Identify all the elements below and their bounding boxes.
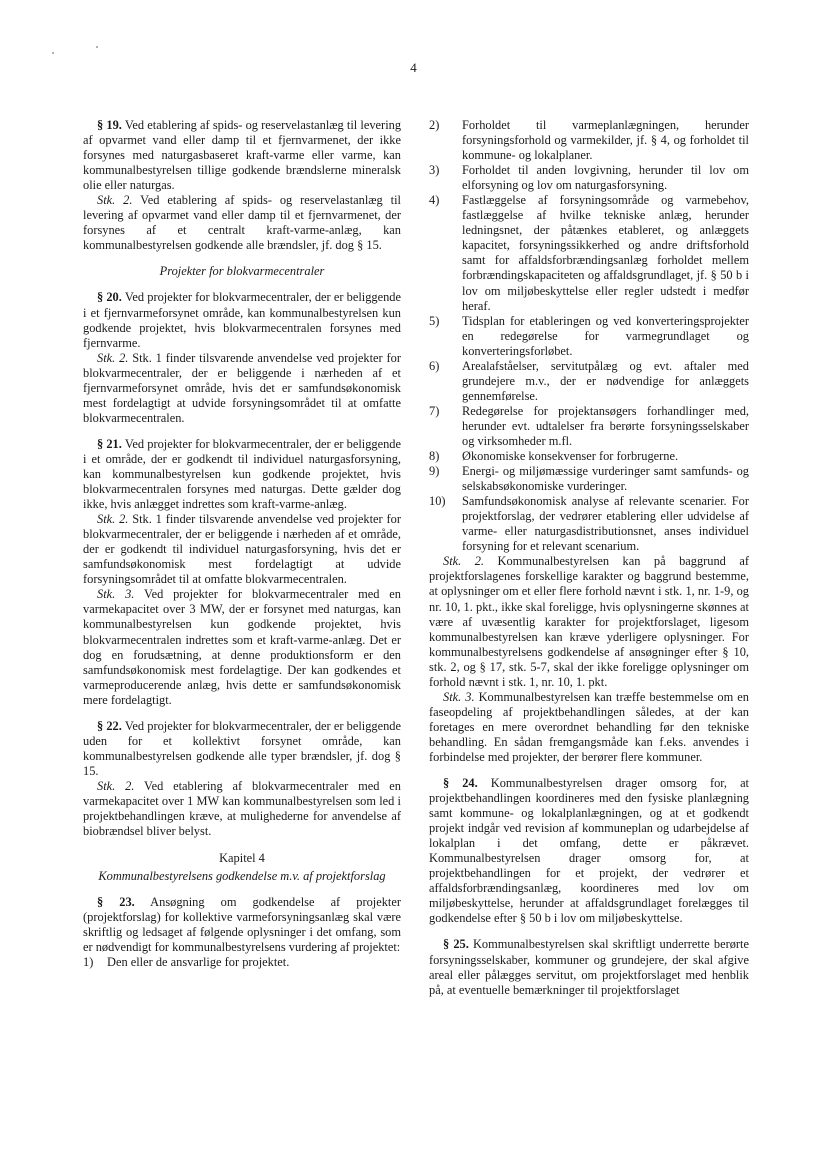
list-item bbox=[429, 464, 749, 494]
section-text: Ved projekter for blokvarmecentraler, der er beliggende i et område, der er godkendt til individuel naturgasforsyning, kan kommunalbestyrelsen kun godkende projektet, hvis blokvarmecentralen forsynes med naturgas. Dette gælder dog ikke, hvis anlægget indrettes som kraft-varme-anlæg. bbox=[83, 436, 401, 512]
list-item bbox=[429, 314, 749, 359]
list-item-number: 3) bbox=[429, 163, 440, 178]
section-20 bbox=[83, 290, 401, 350]
requirements-list-right bbox=[429, 118, 749, 554]
list-item-text: Økonomiske konsekvenser for forbrugerne. bbox=[462, 449, 679, 464]
stk-text: Stk. 1 finder tilsvarende anvendelse ved projekter for blokvarmecentraler, der er beliggende i nærheden af et fjernvarmeforsynet område, hvis det er samfundsøkonomisk mest fordelagtigt at udvide forsyningsområdet til at omfatte blokvarmecentralen. bbox=[83, 350, 401, 425]
list-item bbox=[429, 359, 749, 404]
list-item bbox=[429, 163, 749, 193]
list-item-text: Energi- og miljømæssige vurderinger samt samfunds- og selskabsøkonomiske vurderinger. bbox=[462, 464, 749, 494]
requirements-list-left bbox=[83, 955, 401, 970]
section-20-stk-2 bbox=[83, 351, 401, 426]
list-item-text: Forholdet til varmeplanlægningen, herunder forsyningsforhold og varmekilder, jf. § 4, og forholdet til kommune- og lokalplaner. bbox=[462, 118, 749, 163]
list-item-text: Redegørelse for projektansøgers forhandlinger med, herunder evt. udtalelser fra berørte forsyningsselskaber og virksomheder m.fl. bbox=[462, 403, 749, 448]
section-text: Ved projekter for blokvarmecentraler, der er beliggende i et fjernvarmeforsynet område, kan kommunalbestyrelsen kun godkende projektet, hvis blokvarmecentralen forsynes med fjernvarme. bbox=[83, 290, 401, 350]
section-23-stk-2 bbox=[429, 554, 749, 689]
section-number: § 19. bbox=[97, 118, 122, 132]
stk-text: Kommunalbestyrelsen kan på baggrund af projektforslagenes forskellige karakter og baggrund bestemme, at oplysninger om et eller flere forhold nævnt i stk. 1, nr. 1-9, og nr. 10, 1. pkt., ikke skal foreligge, hvis oplysningerne skønnes at være af uvæsentlig karakter for projektforslaget, ligesom kommunalbestyrelsen kan kræve yderligere oplysninger. For kommunalbestyrelsens godkendelse af ansøgninger efter § 10, stk. 2, og § 17, stk. 5-7, skal der ikke foreligge oplysninger om forhold nævnt i stk. 1, nr. 10, 1. pkt. bbox=[429, 554, 749, 689]
stk-label: Stk. 3. bbox=[443, 689, 475, 704]
list-item-text: Forholdet til anden lovgivning, herunder til lov om elforsyning og lov om naturgasforsyning. bbox=[462, 163, 749, 193]
page-number: 4 bbox=[410, 60, 417, 75]
section-number: § 23. bbox=[97, 895, 135, 910]
list-item-number: 9) bbox=[429, 464, 440, 479]
section-23 bbox=[83, 895, 401, 955]
heading-blokvarmecentraler: Projekter for blokvarmecentraler bbox=[159, 264, 325, 279]
list-item-text: Tidsplan for etableringen og ved konverteringsprojekter en redegørelse for varmegrundlaget og konverteringsforløbet. bbox=[462, 313, 749, 358]
stk-label: Stk. 2. bbox=[443, 554, 485, 569]
section-21 bbox=[83, 437, 401, 512]
list-item-text: Den eller de ansvarlige for projektet. bbox=[107, 955, 290, 970]
section-number: § 21. bbox=[97, 436, 122, 451]
section-19 bbox=[83, 118, 401, 193]
list-item bbox=[83, 955, 401, 970]
list-item bbox=[429, 404, 749, 449]
list-item-number: 7) bbox=[429, 403, 440, 418]
section-text: Ved projekter for blokvarmecentraler, der er beliggende uden for et kollektivt forsynet område, kan kommunalbestyrelsen godkende alle typer brændsler, jf. dog § 15. bbox=[83, 718, 401, 778]
list-item bbox=[429, 193, 749, 313]
list-item bbox=[429, 494, 749, 554]
section-text: Ved etablering af spids- og reservelastanlæg til levering af opvarmet vand eller damp til et fjernvarmenet, der ikke forsynes med naturgasbaseret kraft-varme eller varme, kan kommunalbestyrelsen tillige godkende brændslerne mineralsk olie eller naturgas. bbox=[83, 118, 402, 193]
section-22 bbox=[83, 719, 401, 779]
stk-label: Stk. 2. bbox=[97, 193, 133, 208]
section-25 bbox=[429, 937, 749, 997]
right-column bbox=[429, 118, 749, 998]
stk-text: Stk. 1 finder tilsvarende anvendelse ved projekter for blokvarmecentraler, der er beliggende i nærheden af et område, der er godkendt til individuel naturgasforsyning, hvis det er samfundsøkonomisk mest fordelagtigt at udvide forsyningsområdet til at omfatte blokvarmecentralen. bbox=[83, 512, 401, 587]
stk-label: Stk. 2. bbox=[97, 778, 135, 793]
section-text: Kommunalbestyrelsen skal skriftligt underrette berørte forsyningsselskaber, kommuner og grundejere, der skal afgive areal eller pålægges servitut, om projektforslaget med henblik på, at eventuelle bemærkninger til projektforslaget bbox=[429, 937, 749, 997]
section-text: Kommunalbestyrelsen drager omsorg for, at projektbehandlingen koordineres med den fysiske planlægning samt kommune- og lokalplanlægningen, og at et godkendt projekt indgår ved revision af kommuneplan og udarbejdelse af lokalplan i det omfang, dette er påkrævet. Kommunalbestyrelsen drager omsorg for, at projektbehandlingen for et projekt, der vedrører et affaldsforbrændingsanlæg, koordineres med lov om miljøbeskyttelse, herunder at affaldsgrundlaget forelægges til godkendelse efter § 50 b i lov om miljøbeskyttelse. bbox=[429, 776, 750, 926]
chapter-title: Kommunalbestyrelsens godkendelse m.v. af projektforslag bbox=[98, 869, 386, 884]
section-number: § 24. bbox=[443, 776, 478, 791]
section-text: Ansøgning om godkendelse af projekter (projektforslag) for kollektive varmeforsyningsanlæg skal være skriftlig og ledsaget af følgende oplysninger i det omfang, som er nødvendigt for kommunalbestyrelsens vurdering af projektet: bbox=[83, 895, 401, 955]
section-number: § 20. bbox=[97, 290, 122, 305]
section-19-stk-2 bbox=[83, 193, 401, 253]
section-number: § 25. bbox=[443, 937, 469, 952]
list-item bbox=[429, 118, 749, 163]
list-item bbox=[429, 449, 749, 464]
list-item-number: 1) bbox=[83, 955, 94, 970]
list-item-text: Samfundsøkonomisk analyse af relevante scenarier. For projektforslag, der vedrører etablering eller udvidelse af varme- eller naturgasdistributionsnet, anses individuel forsyning for et relevant scenarium. bbox=[462, 494, 749, 554]
stk-label: Stk. 2. bbox=[97, 350, 129, 365]
list-item-number: 10) bbox=[429, 494, 446, 509]
section-21-stk-2 bbox=[83, 512, 401, 587]
stk-text: Ved etablering af spids- og reservelastanlæg til levering af opvarmet vand eller damp til et fjernvarmenet, der forsynes af et centralt kraft-varme-anlæg, kan kommunalbestyrelsen godkende alle brændsler, jf. dog § 15. bbox=[83, 193, 401, 253]
list-item-number: 4) bbox=[429, 193, 440, 208]
left-column bbox=[83, 118, 401, 970]
section-22-stk-2 bbox=[83, 779, 401, 839]
list-item-number: 8) bbox=[429, 449, 440, 464]
stk-text: Kommunalbestyrelsen kan træffe bestemmelse om en faseopdeling af projektbehandlingen således, at der kan foretages en mere overordnet behandling før den tekniske behandling. En sådan fremgangsmåde kan f.eks. anvendes i forbindelse med projekter, der berører flere kommuner. bbox=[429, 689, 749, 764]
list-item-text: Arealafståelser, servitutpålæg og evt. aftaler med grundejere m.v., der er nødvendige for anlæggets gennemførelse. bbox=[462, 358, 749, 403]
stk-text: Ved etablering af blokvarmecentraler med en varmekapacitet over 1 MW kan kommunalbestyrelsen som led i projektbehandlingen kræve, at mulighederne for anvendelse af biobrændsel bliver belyst. bbox=[83, 778, 401, 839]
list-item-number: 5) bbox=[429, 313, 440, 328]
list-item-number: 2) bbox=[429, 118, 440, 132]
list-item-number: 6) bbox=[429, 358, 440, 373]
stk-label: Stk. 3. bbox=[97, 587, 135, 602]
chapter-heading: Kapitel 4 bbox=[219, 851, 265, 866]
section-23-stk-3 bbox=[429, 690, 749, 765]
section-24 bbox=[429, 776, 749, 926]
list-item-text: Fastlæggelse af forsyningsområde og varmebehov, fastlæggelse af hvilke tekniske anlæg, herunder ledningsnet, der påtænkes etableret, og anlæggets kapacitet, forsyningssikkerhed og andre driftsforhold samt for affaldsforbrændingsanlæg forholdet mellem forbrændingskapaciteten og affaldsgrundlaget, jf. § 50 b i lov om miljøbeskyttelse eller regler udstedt i medfør heraf. bbox=[462, 193, 749, 313]
stk-label: Stk. 2. bbox=[97, 512, 129, 527]
stk-text: Ved projekter for blokvarmecentraler med en varmekapacitet over 3 MW, der er forsynet med naturgas, kan kommunalbestyrelsen kun godkende projektet, hvis blokvarmecentralen indrettes som et kraft-varme-anlæg. Det er dog en forudsætning, at denne produktionsform er den samfundsøkonomisk mest fordelagtige. Der kan godkendes et varmeproducerende anlæg, hvis dette er samfundsøkonomisk mere fordelagtigt. bbox=[83, 587, 401, 707]
section-number: § 22. bbox=[97, 718, 122, 733]
section-21-stk-3 bbox=[83, 587, 401, 707]
